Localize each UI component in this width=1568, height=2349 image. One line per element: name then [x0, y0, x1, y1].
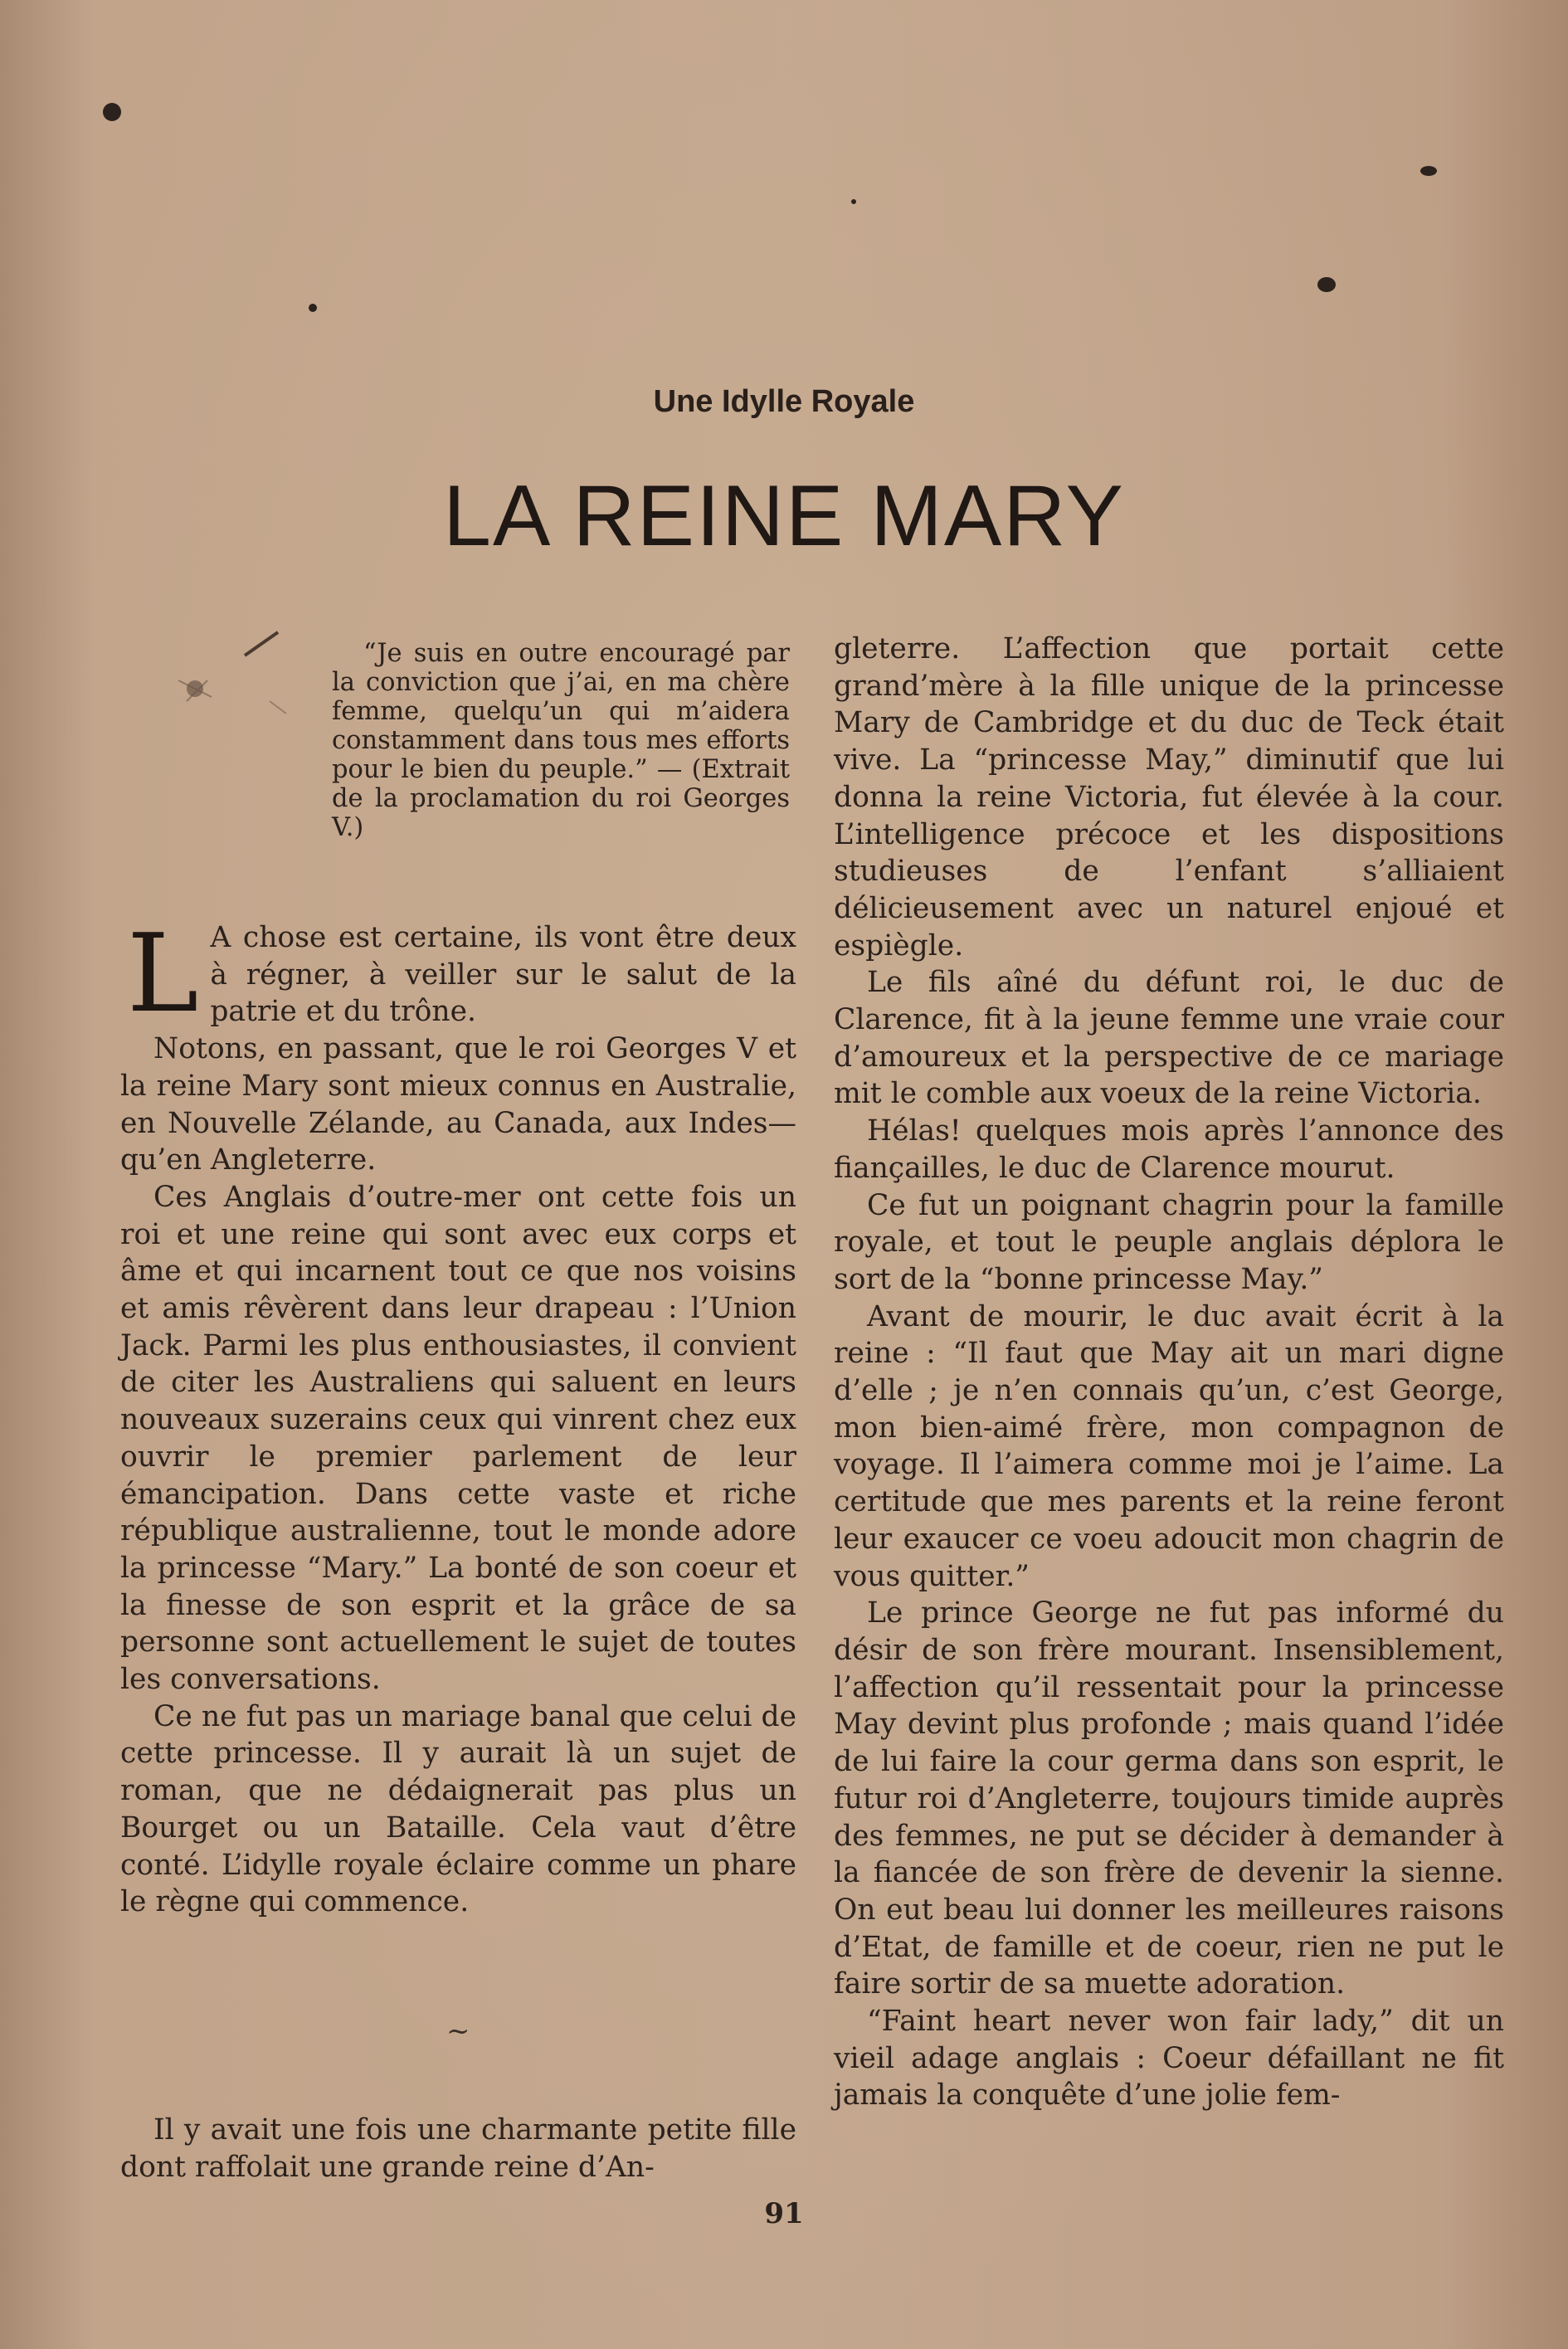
left-column-continued	[120, 2112, 796, 2186]
paragraph: Ce ne fut pas un mariage banal que celui de cette princesse. Il y aurait là un sujet de roman, que ne dédaignerait pas plus un Bourget ou un Bataille. Cela vaut d’être conté. L’idylle royale éclaire comme un phare le règne qui commence.	[120, 1699, 796, 1919]
paragraph: Ces Anglais d’outre-mer ont cette fois un roi et une reine qui sont avec eux corps et âme et qui incarnent tout ce que nos voisins et amis rêvèrent dans leur drapeau : l’Union Jack. Parmi les plus enthousiastes, il convient de citer les Australiens qui saluent en leurs nouveaux suzerains ceux qui vinrent chez eux ouvrir le premier parlement de leur émancipation. Dans cette vaste et riche république australienne, tout le monde adore la princesse “Mary.” La bonté de son coeur et la finesse de son esprit et la grâce de sa personne sont actuellement le sujet de toutes les conversations.	[120, 1180, 796, 1697]
section-ornament: ~	[446, 2015, 470, 2048]
paragraph: Hélas! quelques mois après l’annonce des fiançailles, le duc de Clarence mourut.	[834, 1114, 1504, 1185]
paragraph: Notons, en passant, que le roi Georges V et la reine Mary sont mieux connus en Australie, en Nouvelle Zélande, au Canada, aux Indes—qu’en Angleterre.	[120, 1032, 796, 1177]
article-title: LA REINE MARY	[443, 468, 1125, 564]
page-number: 91	[764, 2197, 804, 2230]
paragraph: gleterre. L’affection que portait cette grand’mère à la fille unique de la princesse Mary de Cambridge et du duc de Teck était vive. La “princesse May,” diminutif que lui donna la reine Victoria, fut élevée à la cour. L’intelligence précoce et les dispositions studieuses de l’enfant s’alliaient délicieusement avec un naturel enjoué et espiègle.	[834, 632, 1504, 963]
paragraph: Il y avait une fois une charmante petite fille dont raffolait une grande reine d’An-	[120, 2113, 796, 2184]
paper-speck	[309, 304, 317, 312]
paper-speck	[851, 199, 856, 204]
drop-cap: L	[127, 910, 199, 1036]
right-column	[834, 631, 1504, 2114]
paragraph: “Faint heart never won fair lady,” dit un vieil adage anglais : Coeur défaillant ne fit jamais la conquête d’une jolie fem-	[834, 2005, 1504, 2113]
paragraph: Le fils aîné du défunt roi, le duc de Clarence, fit à la jeune femme une vraie cour d’amoureux et la perspective de ce mariage mit le comble aux voeux de la reine Victoria.	[834, 966, 1504, 1111]
paragraph: Avant de mourir, le duc avait écrit à la reine : “Il faut que May ait un mari digne d’elle ; je n’en connais qu’un, c’est George, mon bien-aimé frère, mon compagnon de voyage. Il l’aimera comme moi je l’aime. La certitude que mes parents et la reine feront leur exaucer ce voeu adoucit mon chagrin de vous quitter.”	[834, 1299, 1504, 1593]
paragraph-text: A chose est certaine, ils vont être deux à régner, à veiller sur le salut de la patrie et du trône.	[210, 921, 796, 1029]
left-column	[120, 910, 796, 1921]
paper-speck	[103, 103, 121, 121]
article-kicker: Une Idylle Royale	[653, 384, 915, 419]
decorative-sketch	[162, 622, 311, 738]
epigraph-quote: “Je suis en outre encouragé par la conviction que j’ai, en ma chère femme, quelqu’un qui m’aidera constamment dans tous mes efforts pour le bien du peuple.” — (Extrait de la proclamation du roi Georges V.)	[332, 639, 790, 842]
paper-speck	[1317, 277, 1336, 292]
paper-speck	[1420, 166, 1437, 176]
paragraph: Le prince George ne fut pas informé du désir de son frère mourant. Insensiblement, l’affection qu’il ressentait pour la princesse May devint plus profonde ; mais quand l’idée de lui faire la cour germa dans son esprit, le futur roi d’Angleterre, toujours timide auprès des femmes, ne put se décider à demander à la fiancée de son frère de devenir la sienne. On eut beau lui donner les meilleures raisons d’Etat, de famille et de coeur, rien ne put le faire sortir de sa muette adoration.	[834, 1596, 1504, 2001]
opening-paragraph	[120, 910, 796, 1036]
paragraph: Ce fut un poignant chagrin pour la famille royale, et tout le peuple anglais déplora le sort de la “bonne princesse May.”	[834, 1188, 1504, 1296]
